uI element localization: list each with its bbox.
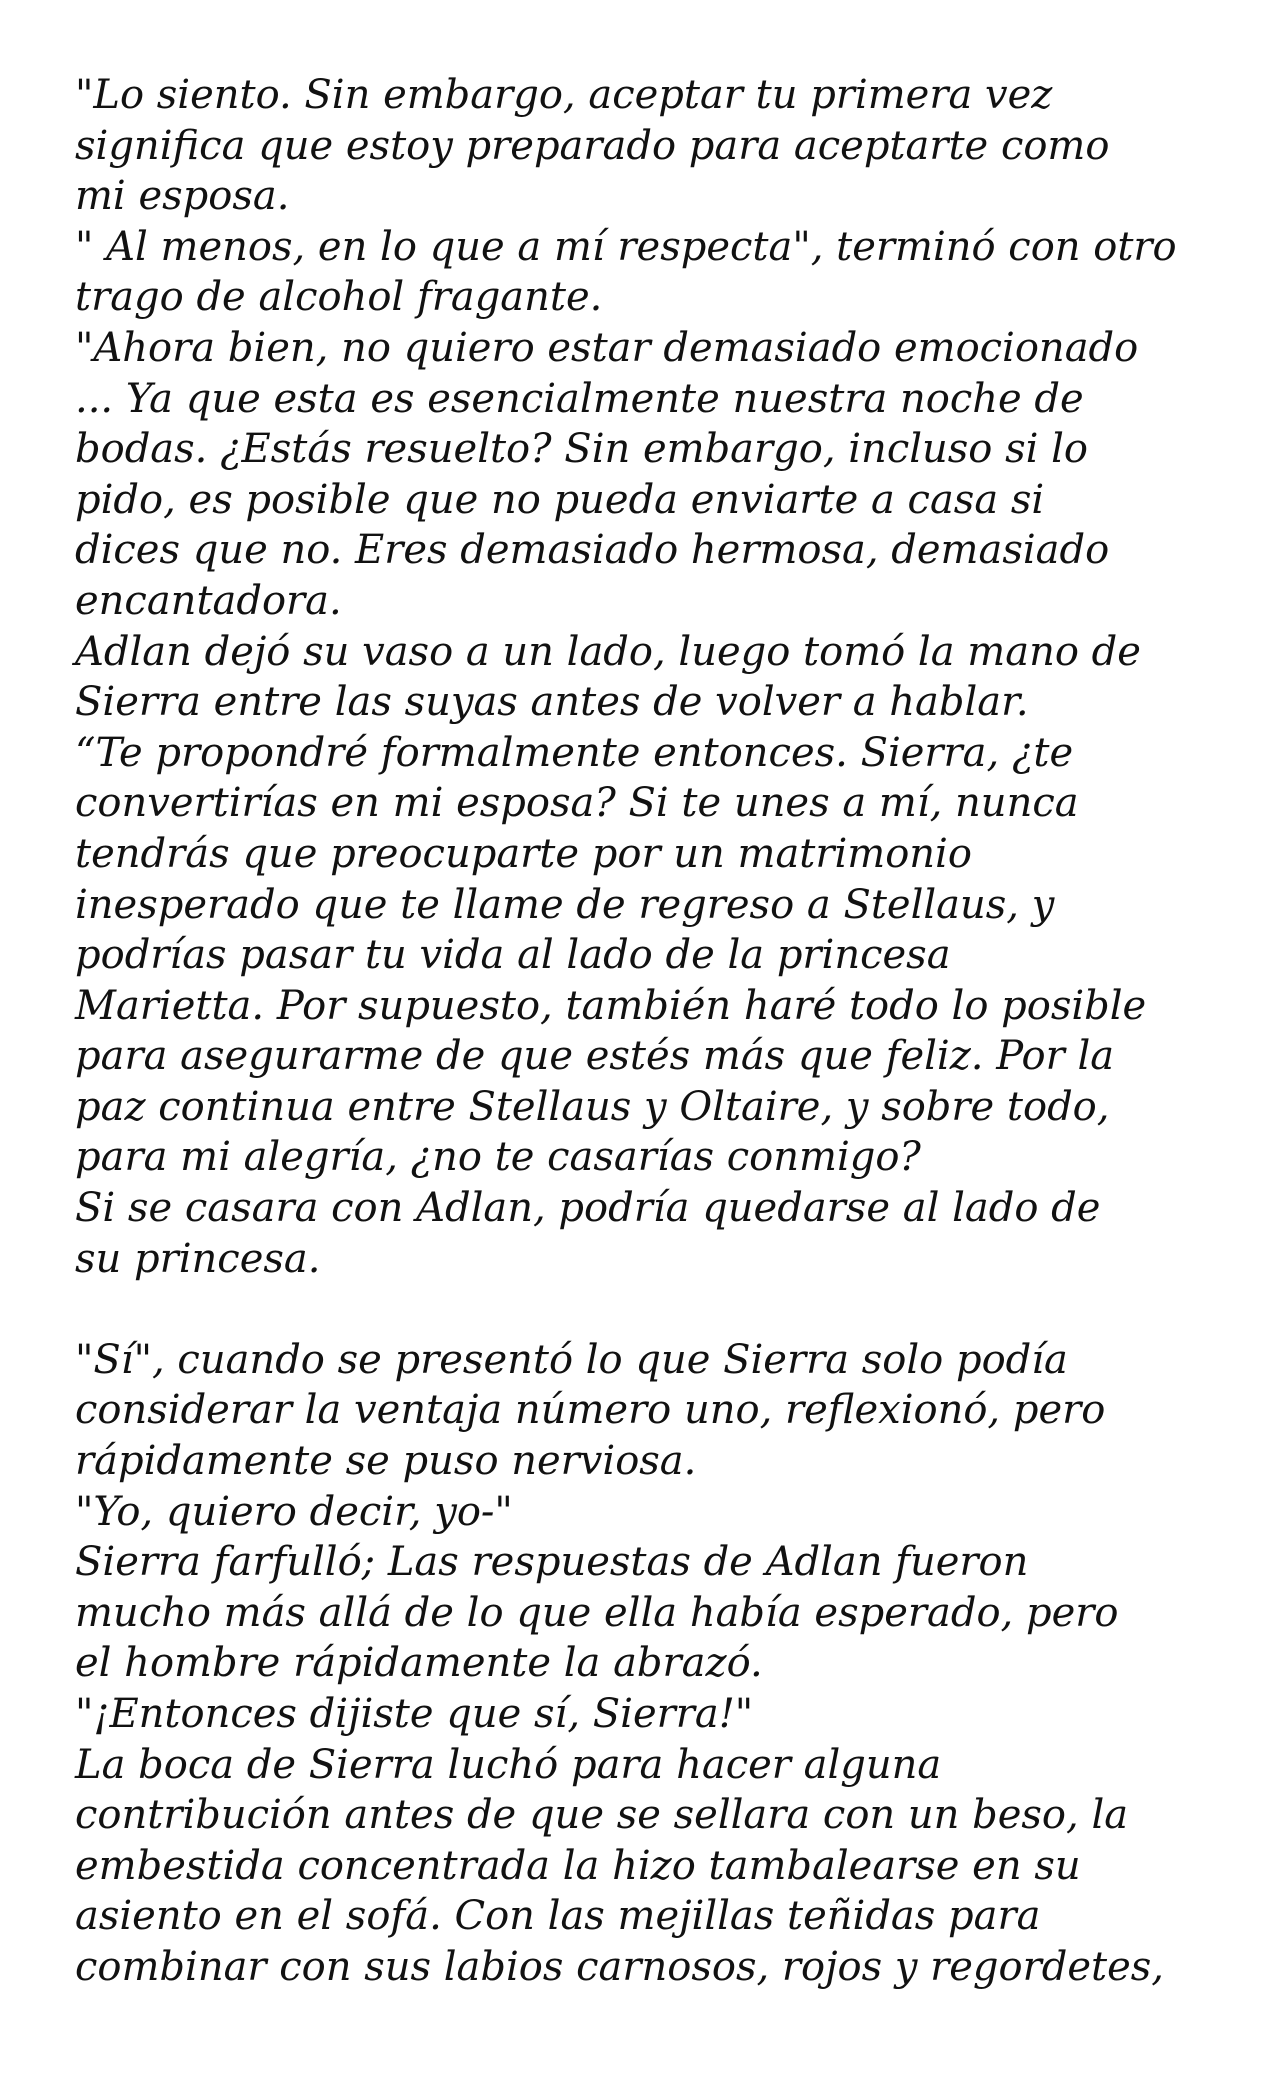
text-line: combinar con sus labios carnosos, rojos y regordetes, — [75, 1943, 1165, 1990]
text-line: "Ahora bien, no quiero estar demasiado emocionado — [75, 324, 1139, 371]
text-line: inesperado que te llame de regreso a Stellaus, y — [75, 881, 1055, 928]
text-line: bodas. ¿Estás resuelto? Sin embargo, incluso si lo — [75, 426, 1089, 473]
text-line: "Lo siento. Sin embargo, aceptar tu primera vez — [75, 72, 1053, 118]
document-body — [75, 70, 1245, 1993]
text-line: su princesa. — [75, 1235, 321, 1282]
text-line: asiento en el sofá. Con las mejillas teñidas para — [75, 1893, 1041, 1940]
text-line: trago de alcohol fragante. — [75, 274, 603, 321]
text-line: Sierra farfulló; Las respuestas de Adlan fueron — [75, 1539, 1029, 1586]
text-line: podrías pasar tu vida al lado de la princesa — [75, 932, 951, 979]
text-line: paz continua entre Stellaus y Oltaire, y sobre todo, — [75, 1083, 1110, 1130]
text-line: La boca de Sierra luchó para hacer alguna — [75, 1741, 942, 1788]
text-line: Adlan dejó su vaso a un lado, luego tomó la mano de — [75, 628, 1141, 675]
text-line: convertirías en mi esposa? Si te unes a mí, nunca — [75, 780, 1079, 827]
text-line: “Te propondré formalmente entonces. Sierra, ¿te — [75, 729, 1074, 776]
text-line: "Sí", cuando se presentó lo que Sierra solo podía — [75, 1336, 1068, 1383]
text-line: mi esposa. — [75, 173, 290, 220]
text-line: embestida concentrada la hizo tambalearse en su — [75, 1842, 1081, 1889]
paragraph-break — [75, 1284, 1245, 1335]
text-line: el hombre rápidamente la abrazó. — [75, 1640, 763, 1687]
text-line: dices que no. Eres demasiado hermosa, demasiado — [75, 527, 1110, 574]
text-line: Si se casara con Adlan, podría quedarse al lado de — [75, 1185, 1101, 1232]
text-line: para mi alegría, ¿no te casarías conmigo? — [75, 1134, 921, 1181]
text-line: "Yo, quiero decir, yo-" — [75, 1488, 513, 1535]
text-line: significa que estoy preparado para aceptarte como — [75, 122, 1110, 169]
text-line: Marietta. Por supuesto, también haré todo lo posible — [75, 982, 1147, 1029]
text-line: pido, es posible que no pueda enviarte a casa si — [75, 476, 1045, 523]
text-line: para asegurarme de que estés más que feliz. Por la — [75, 1033, 1115, 1080]
text-line: encantadora. — [75, 577, 342, 624]
text-line: Sierra entre las suyas antes de volver a hablar. — [75, 679, 1029, 726]
text-line: considerar la ventaja número uno, reflexionó, pero — [75, 1387, 1106, 1434]
text-line: contribución antes de que se sellara con un beso, la — [75, 1792, 1129, 1839]
text-line: "¡Entonces dijiste que sí, Sierra!" — [75, 1691, 754, 1737]
text-line: ... Ya que esta es esencialmente nuestra noche de — [75, 375, 1084, 422]
text-line: rápidamente se puso nerviosa. — [75, 1438, 697, 1485]
text-line: tendrás que preocuparte por un matrimonio — [75, 830, 972, 877]
text-line: mucho más allá de lo que ella había esperado, pero — [75, 1589, 1119, 1636]
text-line: " Al menos, en lo que a mí respecta", terminó con otro — [75, 223, 1177, 270]
